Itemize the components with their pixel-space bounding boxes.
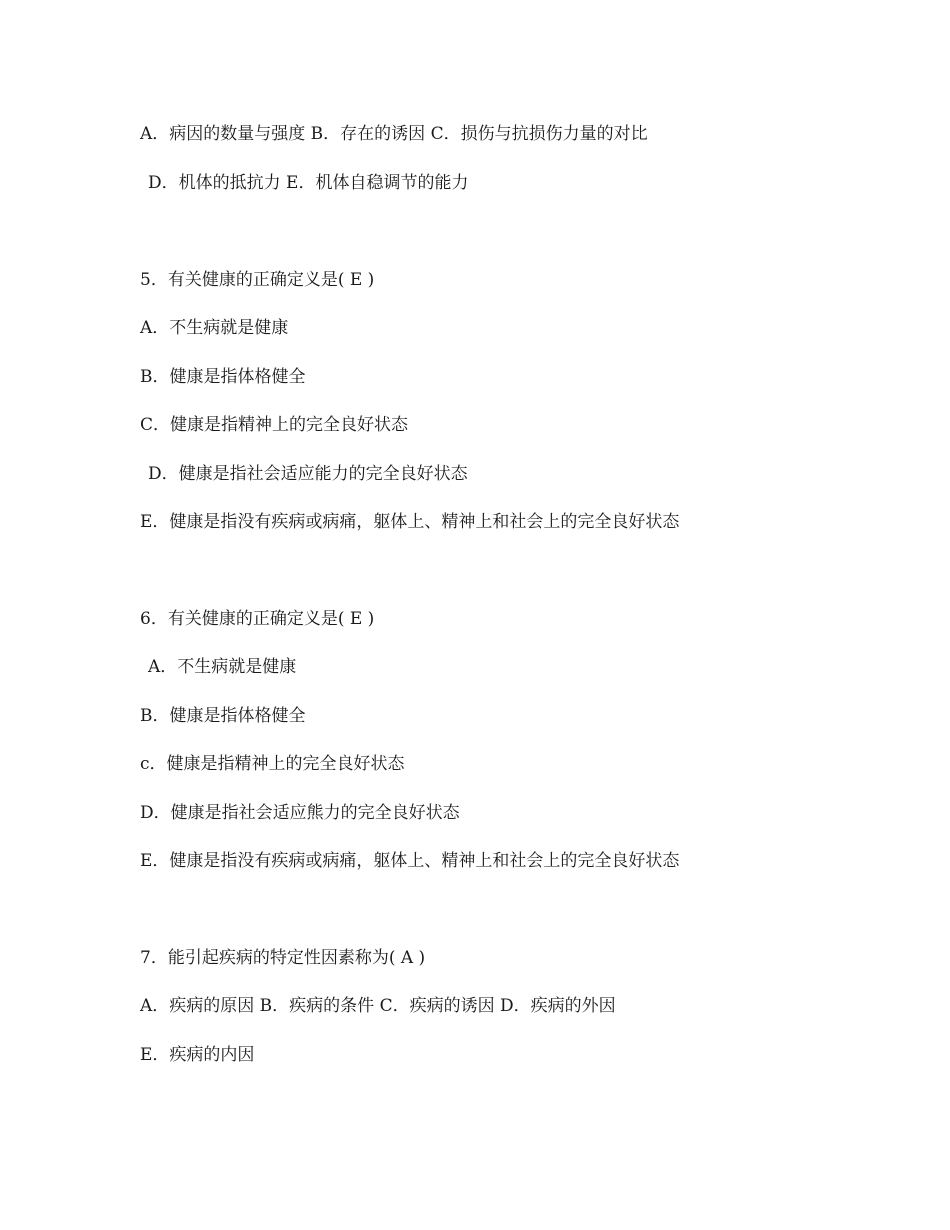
question-5-option-d: D．健康是指社会适应能力的完全良好状态 [148, 464, 468, 484]
question-7-stem: 7．能引起疾病的特定性因素称为( A ) [140, 948, 426, 968]
question-6-option-d: D．健康是指社会适应熊力的完全良好状态 [140, 803, 460, 823]
question-6-option-c: c．健康是指精神上的完全良好状态 [140, 754, 405, 774]
question-5-option-a: A．不生病就是健康 [140, 318, 289, 338]
question-6-option-b: B．健康是指体格健全 [140, 706, 306, 726]
question-5-option-b: B．健康是指体格健全 [140, 367, 306, 387]
question-6-option-a: A．不生病就是健康 [148, 657, 297, 677]
question-6-stem: 6．有关健康的正确定义是( E ) [140, 609, 375, 629]
question-7-options-line-2: E．疾病的内因 [140, 1045, 255, 1065]
q4-options-line-1: A．病因的数量与强度 B．存在的诱因 C．损伤与抗损伤力量的对比 [140, 124, 648, 144]
question-5-option-e: E．健康是指没有疾病或病痛，躯体上、精神上和社会上的完全良好状态 [140, 512, 680, 532]
question-5-option-c: C．健康是指精神上的完全良好状态 [140, 415, 409, 435]
question-5-stem: 5．有关健康的正确定义是( E ) [140, 270, 375, 290]
question-7-options-line-1: A．疾病的原因 B．疾病的条件 C．疾病的诱因 D．疾病的外因 [140, 996, 616, 1016]
question-6-option-e: E．健康是指没有疾病或病痛，躯体上、精神上和社会上的完全良好状态 [140, 851, 680, 871]
q4-options-line-2: D．机体的抵抗力 E．机体自稳调节的能力 [148, 173, 469, 193]
